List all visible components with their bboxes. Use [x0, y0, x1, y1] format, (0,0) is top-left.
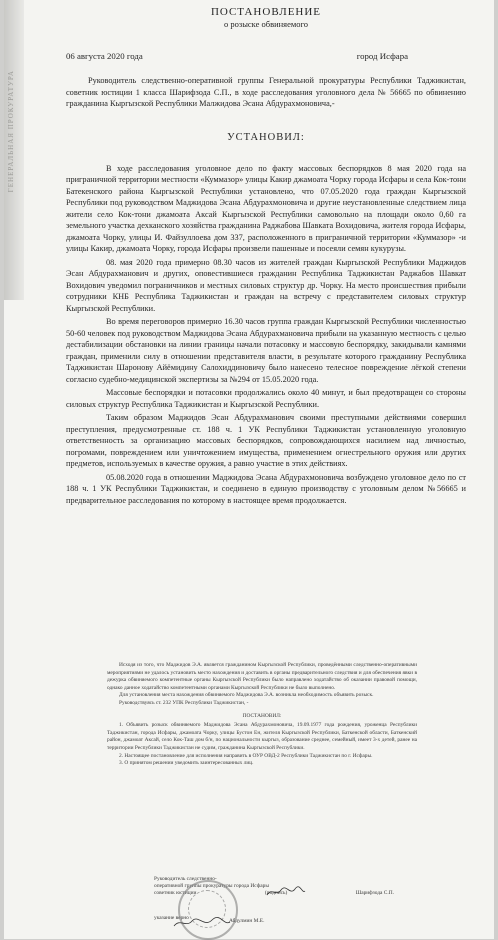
body-paragraph: В ходе расследования уголовное дело по факту массовых беспорядков 8 мая 2020 года на приграничной территории местности «Куммазор» улицы Какир джамоата Чорку города Исфары и села Кок-тони Батекенского района Кыргызской Республики установлено, что 07.05.2020 года граждан Кыргызской Республики под руководством Маджидова Эсана Абдурахмоновича и другие неустановленные следствием лица жители село Кок-тони джамоата Аксай Кыргызской Республики самовольно на площади около 0,60 га земельного участка дехканского хозяйства гражданина Раджабова Шавката Вохидовича, жителя города Исфары, джамоата Чорку, улицы И. Файзуллоева дом 337, расположенного в приграничной территории «Куммазор» -и улицы Какир, джамоата Чорку, города Исфары произвели пашенные и посеяли семян кукурузы.	[66, 163, 466, 253]
document-place: город Исфара	[356, 51, 408, 61]
attest-line: указание верно	[154, 915, 189, 921]
page2-paragraph: Руководствуясь ст. 232 УПК Республики Таджикистан, -	[119, 699, 249, 706]
page2-paragraph: Для установления места нахождения обвиняемого Маджидова Э.А. возникла необходимость объявить розыск.	[119, 692, 374, 699]
page2-heading: ПОСТАНОВИЛ:	[242, 712, 282, 719]
document-title: ПОСТАНОВЛЕНИЕ	[210, 6, 322, 18]
body-paragraph: Таким образом Маджидов Эсан Абдурахманович своими преступными действиями совершил преступления, предусмотренные ст. 188 ч. 1 УК Республики Таджикистан установленную уголовную ответственность за организацию массовых беспорядков, сопровождающихся насилием над личностью, погромами, повреждением или уничтожением имущества, применением огнестрельного оружия или других предметов, используемых в качестве оружия, а равно участие в этих действиях.	[66, 413, 466, 468]
page2-item: 3. О принятом решении уведомить заинтересованных лиц.	[119, 760, 254, 767]
signer-org: оперативной группы прокуратуры города Исфары	[154, 883, 269, 889]
body-paragraph: Во время переговоров примерно 16.30 часов группа граждан Кыргызской Республики численностью 50-60 человек под руководством Маджидова Эсана Абдурахмановича прибыли на указанную местность с целью дестабилизации обстановки на линии границы начали потасовку и массовую беспорядку, закидывали камнями граждан, применили силу в отношении представителя власти, в результате которого гражданину Республика Таджикистан Шаронову Айёмидину Салохиддиновичу было нанесено телесное повреждение лёгкой степени согласно судебно-медицинской экспертизы за №294 от 15.05.2020 года.	[66, 317, 466, 384]
body-paragraph: 05.08.2020 года в отношении Маджидова Эсана Абдурахмоновича возбуждено уголовное дело по ст 188 ч. 1 УК Республики Таджикистан, и соединено в единую производству с уголовным делом №56665 и предварительное расследования по которому в настоящее время продолжается.	[66, 472, 466, 505]
signature-mark	[266, 886, 306, 898]
attest-signer-name: Абдулмин М.Е.	[229, 918, 265, 924]
left-margin-strip	[4, 0, 24, 300]
page2-item: 2. Настоящее постановление для исполнения направить в ОУР ОВД-2 Республики Таджикистан по г. Исфары.	[119, 752, 373, 759]
official-seal	[178, 880, 238, 940]
page-one	[66, 0, 466, 508]
intro-paragraph: Руководитель следственно-оперативной группы Генеральной прокуратуры Республики Таджикистан, советник юстиции 1 класса Шарифзода С.П., в ходе расследования уголовного дела № 56665 по обвинению гражданина Кыргызской Республики Малжидова Эсана Абдурахмоновича,-	[66, 76, 466, 108]
date-line	[66, 51, 466, 61]
body-paragraph: Массовые беспорядки и потасовки продолжались около 40 минут, и был предотвращен со стороны силовых структур Республика Таджикистан и Кыргызской Республики.	[66, 388, 466, 409]
signature-caption: (подпись)	[264, 890, 288, 896]
document-subtitle: о розыске обвиняемого	[223, 19, 309, 29]
page2-paragraph: Исходя из того, что Маджидов Э.А. является гражданином Кыргызской Республики, проведёнными следственно-оперативными мероприятиями не удалось установить место нахождения и доставить в органы предварительного следствия и для обеспечения явки в дежурка обвиняемого компетентные органы Кыргызской Республики было направлено ходатайство об оказании правовой помощи, однако данное ходатайство компетентными органами Кыргызской Республики не было выполнено.	[107, 662, 417, 691]
signer-title: Руководитель следственно-	[154, 876, 217, 882]
margin-stamp-text: ГЕНЕРАЛЬНАЯ ПРОКУРАТУРА	[7, 70, 15, 193]
document-page	[4, 0, 494, 939]
signer-name: Шарифзода С.П.	[355, 890, 394, 896]
signer-rank: советник юстиции	[154, 890, 197, 896]
page-two	[107, 662, 417, 768]
document-date: 06 августа 2020 года	[66, 51, 143, 61]
page2-item: 1. Объявить розыск обвиняемого Маджидова Эсана Абдурахмоновича, 19.09.1977 года рождения, уроженца Республики Таджикистан, города Исфары, джамоата Чорку, улицы Бустон Ен, жителя Кыргызской Республики, Баткенской области, Баткенский район, джамоат Аксай, село Кок-Таш дом б/н, по национальности кыргыз, образование среднее, семейный, имеет 3-х детей, ранее на территории Республики Таджикистан не судим, гражданина Кыргызской Республики.	[107, 722, 417, 751]
body-paragraph: 08. мая 2020 года примерно 08.30 часов из жителей граждан Кыргызской Республики Маджидов Эсан Абдурахманович и других, оповестившиеся гражданин Республика Таджикистан Раджабов Шавкат Вохидович уведомил пограничников и местных силовых структур др. Чорку. На место происшествия прибыли сотрудники КНБ Республика Таджикистан и граждан на встречу с представителем силовых структур Кыргызской Республики.	[66, 257, 466, 313]
section-heading: УСТАНОВИЛ:	[227, 131, 305, 143]
signature-mark	[172, 916, 232, 930]
